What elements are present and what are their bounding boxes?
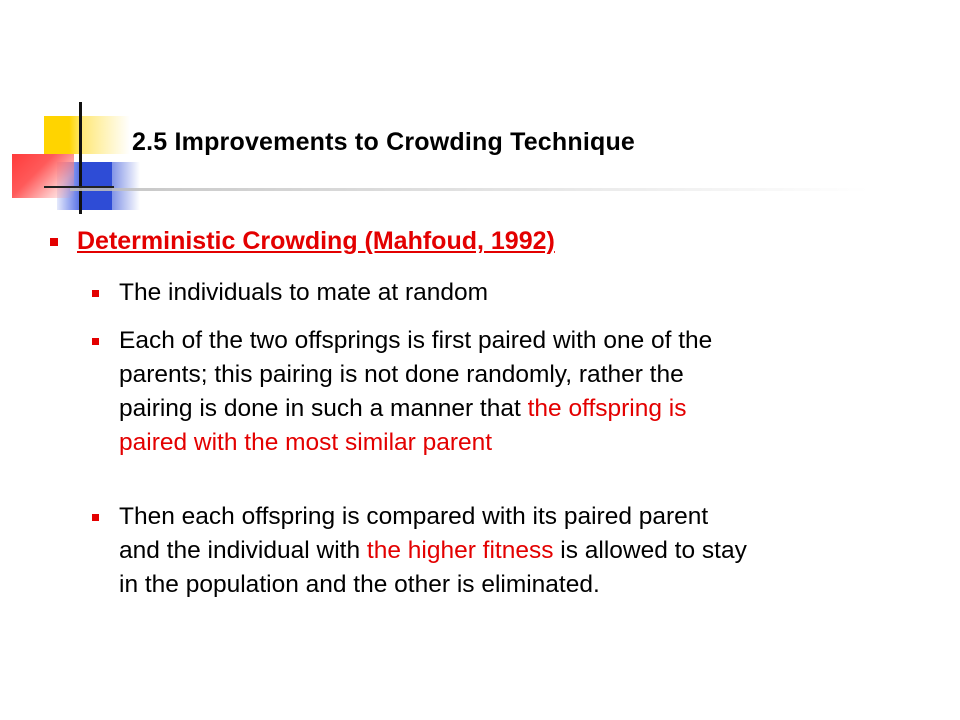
bullet-marker (92, 338, 99, 345)
logo-yellow-square (44, 116, 80, 154)
title-divider (70, 188, 870, 191)
bullet-marker (92, 290, 99, 297)
list-item-line (119, 534, 949, 568)
list-item-line: Then each offspring is compared with its paired parent (119, 503, 709, 530)
text-highlight: the higher fitness (366, 537, 554, 564)
list-item (119, 276, 949, 310)
list-item-text: The individuals to mate at random (119, 279, 489, 306)
decorative-logo (0, 0, 140, 220)
text-highlight-line: paired with the most similar parent (119, 429, 493, 456)
list-item-line: Each of the two offsprings is first paired with one of the (119, 327, 713, 354)
list-item (119, 500, 949, 602)
logo-yellow-fade (80, 116, 130, 154)
text-plain: pairing is done in such a manner that (119, 395, 528, 422)
logo-blue-fade-right (112, 162, 140, 210)
list-item-line: parents; this pairing is not done randomly, rather the (119, 361, 684, 388)
list-item (119, 324, 949, 460)
logo-red-square (12, 154, 74, 198)
text-plain: is allowed to stay (553, 537, 747, 564)
slide-title: 2.5 Improvements to Crowding Technique (132, 128, 636, 156)
heading-bullet-link[interactable]: Deterministic Crowding (Mahfoud, 1992) (77, 227, 555, 255)
logo-vertical-line (79, 102, 82, 214)
list-item-line (119, 392, 949, 426)
text-highlight: the offspring is (527, 395, 687, 422)
list-item-line: in the population and the other is eliminated. (119, 571, 600, 598)
text-plain: and the individual with (119, 537, 367, 564)
bullet-marker (92, 514, 99, 521)
bullet-marker (50, 238, 58, 246)
